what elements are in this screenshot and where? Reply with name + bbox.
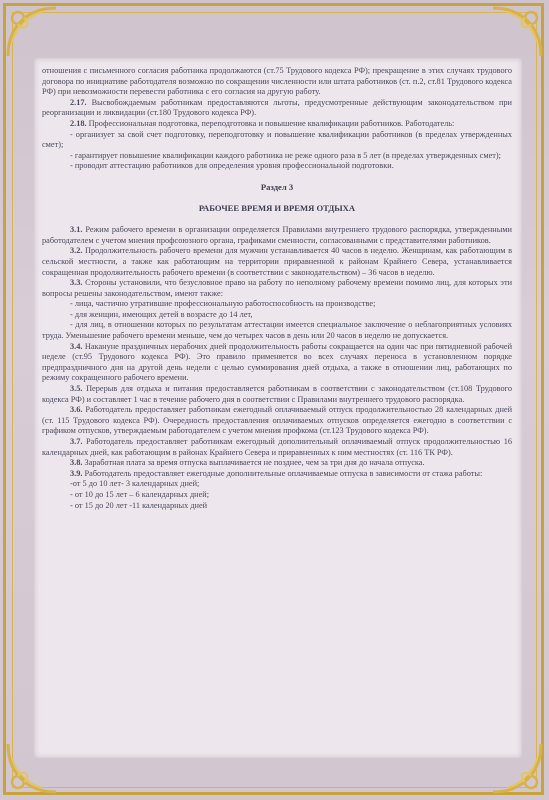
paragraph-text: - организует за свой счет подготовку, переподготовку и повышение квалификации работников (в пределах утвержденных смет); — [42, 129, 512, 150]
paragraph-text: -от 5 до 10 лет- 3 календарных дней; — [70, 479, 200, 489]
paragraph-text: Перерыв для отдыха и питания предоставляется работникам в соответствии с законодательством (ст.108 Трудового кодекса РФ) и составляет 1 час в течение рабочего дня в соответствии с Правилами внутреннего трудового распорядка. — [42, 384, 513, 404]
clause-number: 3.8. — [70, 458, 83, 468]
paragraph-text: Работодатель предоставляет работникам ежегодный дополнительный оплачиваемый отпуск продолжительностью 16 календарных дней, как работающим в районах Крайнего Севера и приравненных к ним местностях (ст. 116 ТК РФ). — [42, 437, 512, 457]
paragraph — [42, 469, 512, 480]
paragraph-text: Стороны установили, что безусловное право на работу по неполному рабочему времени помимо лиц, для которых эти вопросы решены законодательством, имеют также: — [42, 278, 513, 298]
paragraph — [42, 320, 512, 341]
paragraph — [42, 405, 512, 437]
section-title: РАБОЧЕЕ ВРЕМЯ И ВРЕМЯ ОТДЫХА — [198, 202, 356, 213]
paragraph — [42, 66, 512, 98]
document-text — [34, 58, 522, 511]
document-page — [34, 58, 522, 758]
section-3-body — [42, 225, 512, 511]
clause-number: 2.17. — [70, 97, 87, 107]
paragraph — [42, 98, 512, 119]
clause-number: 3.7. — [70, 437, 83, 446]
clause-number: 3.3. — [70, 278, 83, 288]
paragraph-text: Работодатель предоставляет ежегодные дополнительные оплачиваемые отпуска в зависимости от стажа работы: — [84, 468, 483, 478]
paragraph — [42, 490, 512, 501]
clause-number: 3.6. — [70, 405, 83, 415]
paragraph — [42, 278, 512, 299]
paragraph — [42, 225, 512, 246]
paragraph — [42, 299, 512, 310]
paragraph-text: Работодатель предоставляет работникам ежегодный оплачиваемый отпуск продолжительностью 28 календарных дней (ст. 115 Трудового кодекса РФ). Очередность предоставления оплачиваемых отпусков определяется ежегодно в соответствии с графиком отпусков, утверждаемым работодателем с учетом мнения профкома (ст.123 Трудового кодекса РФ). — [42, 405, 513, 436]
paragraph-text: Заработная плата за время отпуска выплачивается не позднее, чем за три дня до начала отпуска. — [84, 458, 425, 468]
paragraph-text: отношения с письменного согласия работника продолжаются (ст.75 Трудового кодекса РФ); прекращение в этих случаях трудового договора по инициативе работодателя возможно по сокращении численности или штата работников (ст. п.2, ст.81 Трудового кодекса РФ) при невозможности перевести работника с его согласия на другую работу. — [42, 66, 512, 97]
paragraph — [42, 501, 512, 512]
paragraph-text: - для женщин, имеющих детей в возрасте до 14 лет, — [70, 309, 253, 319]
paragraph-text: - проводит аттестацию работников для определения уровня профессиональной подготовки. — [70, 161, 394, 171]
section-label: Раздел 3 — [260, 181, 294, 192]
clause-number: 3.1. — [70, 225, 83, 235]
paragraph — [42, 479, 512, 490]
clause-number: 3.9. — [70, 468, 83, 478]
section-2-continuation — [42, 66, 512, 172]
clause-number: 3.2. — [70, 246, 83, 256]
paragraph-text: - для лиц, в отношении которых по результатам аттестации имеется специальное заключение о неблагоприятных условиях труда. Уменьшение рабочего времени меньше, чем до четырех часов в день или 20 часов в неделю не допускается. — [42, 320, 512, 341]
paragraph-text: - от 15 до 20 лет -11 календарных дней — [70, 500, 208, 510]
paragraph-text: Продолжительность рабочего времени для мужчин устанавливается 40 часов в неделю. Женщинам, как работающим в сельской местности, а также как работающим на территории приравненной к районам Крайнего Севера, устанавливается сокращенная продолжительность рабочего времени (в соответствии с законодательством) – 36 часов в неделю. — [42, 246, 513, 277]
paragraph — [42, 161, 512, 172]
paragraph-text: Высвобождаемым работникам предоставляются льготы, предусмотренные действующим законодательством при реорганизации и ликвидации (ст.180 Трудового кодекса РФ). — [42, 97, 513, 118]
paragraph-text: - лица, частично утратившие профессиональную работоспособность на производстве; — [70, 299, 376, 309]
corner-ornament-icon — [2, 2, 62, 62]
paragraph — [42, 130, 512, 151]
paragraph — [42, 119, 512, 130]
paragraph — [42, 458, 512, 469]
clause-number: 3.4. — [70, 341, 83, 351]
paragraph — [42, 384, 512, 405]
corner-ornament-icon — [487, 2, 547, 62]
paragraph — [42, 151, 512, 162]
paragraph — [42, 437, 512, 458]
paragraph-text: Накануне праздничных нерабочих дней продолжительность работы сокращается на один час при пятидневной рабочей неделе (ст.95 Трудового кодекса РФ). Это правило применяется во всех случаях переноса в установленном порядке предпраздничного дня на другой день недели с целью суммирования дней отдыха, а также в отношении лиц, работающих по режиму сокращенного рабочего времени. — [42, 341, 513, 383]
paragraph-text: - от 10 до 15 лет – 6 календарных дней; — [70, 489, 210, 499]
paragraph — [42, 310, 512, 321]
paragraph-text: Режим рабочего времени в организации определяется Правилами внутреннего трудового распорядка, утвержденными работодателем с учетом мнения профсоюзного органа, графиками сменности, согласованными с представителями работников. — [42, 225, 512, 245]
paragraph — [42, 342, 512, 384]
paragraph-text: Профессиональная подготовка, переподготовка и повышение квалификации работников. Работодатель: — [88, 118, 455, 128]
clause-number: 2.18. — [70, 118, 87, 128]
paragraph-text: - гарантирует повышение квалификации каждого работника не реже одного раза в 5 лет (в пределах утвержденных смет); — [70, 150, 501, 160]
paragraph — [42, 246, 512, 278]
clause-number: 3.5. — [70, 384, 83, 394]
